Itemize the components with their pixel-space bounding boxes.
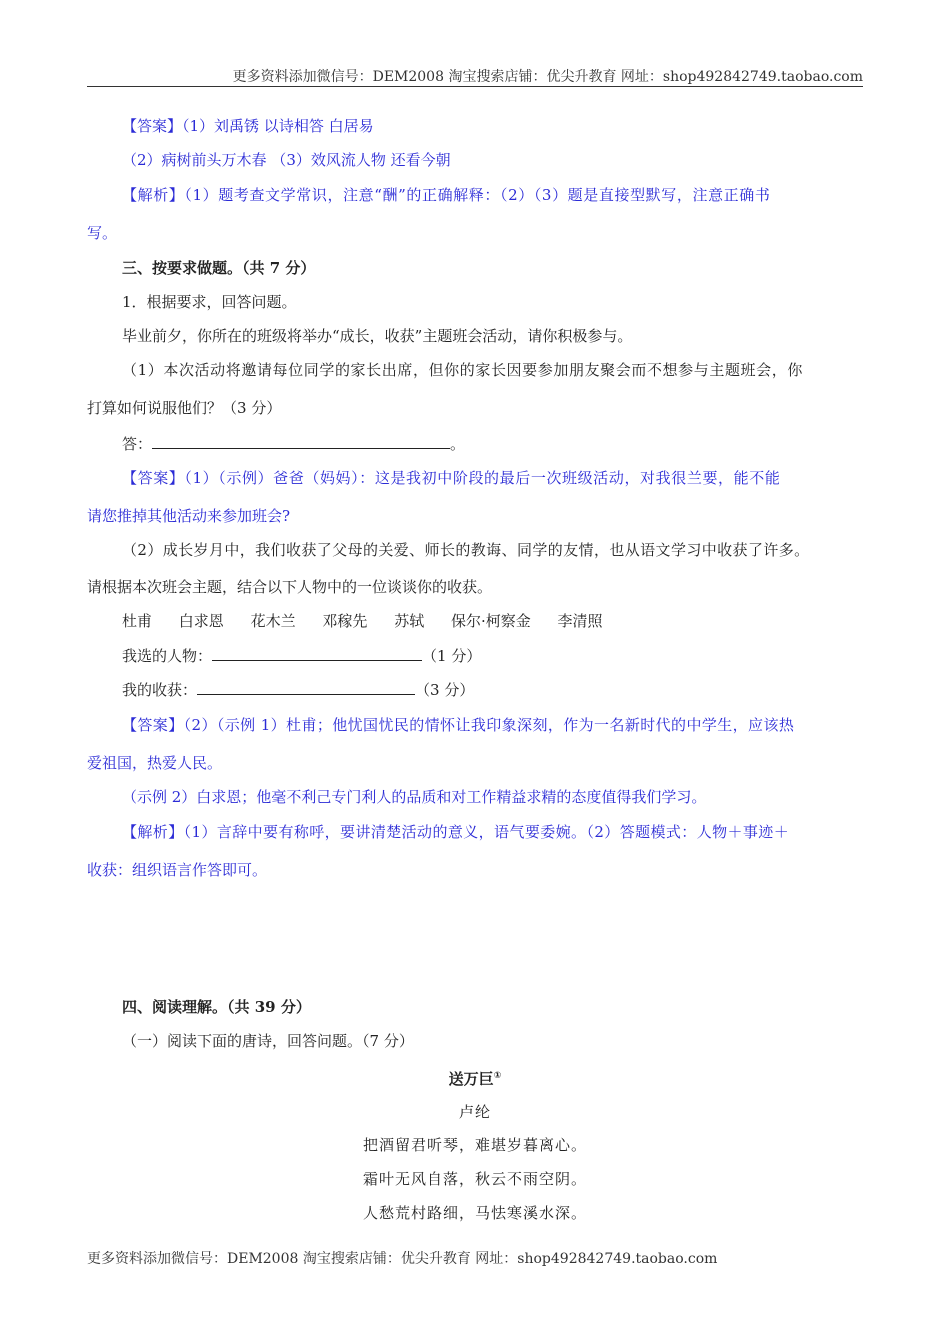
person-sushi: 苏轼 [394, 612, 425, 630]
choose-person-label: 我选的人物： [122, 647, 213, 665]
answer2-line3: （示例 2）白求恩；他毫不利己专门利人的品质和对工作精益求精的态度值得我们学习。 [122, 788, 707, 806]
choose-person-score: （1 分） [422, 647, 482, 665]
section3-p2-line2: 请根据本次班会主题，结合以下人物中的一位谈谈你的收获。 [87, 578, 493, 596]
page-footer: 更多资料添加微信号：DEM2008 淘宝搜索店铺：优尖升教育 网址：shop492842749.taobao.com [87, 1251, 718, 1267]
poem-line-1: 把酒留君听琴，难堪岁暮离心。 [362, 1136, 587, 1154]
prev-analysis-line1: 【解析】（1）题考查文学常识，注意“酬”的正确解释：（2）（3）题是直接型默写，注意正确书 [122, 186, 771, 204]
section3-p2-line1: （2）成长岁月中，我们收获了父母的关爱、师长的教诲、同学的友情，也从语文学习中收获了许多。 [122, 541, 810, 559]
person-baoer: 保尔·柯察金 [450, 612, 531, 630]
people-list [122, 611, 603, 631]
answer-blank-1[interactable] [152, 434, 450, 449]
poem-author: 卢纶 [458, 1103, 491, 1121]
poem-title [0, 1068, 950, 1089]
person-dengjiaxian: 邓稼先 [322, 612, 368, 630]
choose-person-row [122, 646, 481, 666]
answer2-line2: 爱祖国，热爱人民。 [87, 754, 223, 772]
person-huamulan: 花木兰 [250, 612, 296, 630]
prev-analysis-line2: 写。 [87, 224, 118, 242]
answer-line-1 [122, 434, 465, 454]
analysis-line1: 【解析】（1）言辞中要有称呼，要讲清楚活动的意义，语气要委婉。（2）答题模式：人物＋事迹＋ [122, 823, 790, 841]
poem-line-2: 霜叶无风自落，秋云不雨空阴。 [362, 1170, 587, 1188]
prev-answer-line2: （2）病树前头万木春 （3）效风流人物 还看今朝 [122, 151, 451, 169]
poem-title-text: 送万巨 [448, 1070, 494, 1088]
my-gain-row [122, 680, 474, 700]
section3-q1: 1．根据要求，回答问题。 [122, 293, 297, 311]
analysis-line2: 收获：组织语言作答即可。 [87, 861, 268, 879]
answer-prefix: 答： [122, 435, 153, 453]
page-header: 更多资料添加微信号：DEM2008 淘宝搜索店铺：优尖升教育 网址：shop492842749.taobao.com [232, 69, 863, 85]
poem-footnote-mark: ① [493, 1071, 502, 1081]
section4-sub1: （一）阅读下面的唐诗，回答问题。（7 分） [122, 1032, 414, 1050]
person-dufu: 杜甫 [122, 612, 153, 630]
answer2-line1: 【答案】（2）（示例 1）杜甫；他忧国忧民的情怀让我印象深刻，作为一名新时代的中学生，应该热 [122, 716, 795, 734]
person-liqingzhao: 李清照 [557, 612, 603, 630]
answer1-line1: 【答案】（1）（示例）爸爸（妈妈）：这是我初中阶段的最后一次班级活动，对我很兰要，能不能 [122, 469, 781, 487]
answer1-line2: 请您推掉其他活动来参加班会? [87, 507, 291, 525]
prev-answer-line1: 【答案】（1）刘禹锈 以诗相答 白居易 [122, 117, 374, 135]
section3-intro: 毕业前夕，你所在的班级将举办“成长，收获”主题班会活动，请你积极参与。 [122, 327, 633, 345]
my-gain-blank[interactable] [197, 680, 415, 695]
choose-person-blank[interactable] [212, 646, 422, 661]
poem-line-3: 人愁荒村路细，马怯寒溪水深。 [362, 1204, 587, 1222]
section3-p1-line1: （1）本次活动将邀请每位同学的家长出席，但你的家长因要参加朋友聚会而不想参与主题班会，你 [122, 361, 803, 379]
answer-suffix: 。 [450, 435, 466, 453]
person-baiqiuen: 白求恩 [178, 612, 224, 630]
section3-p1-line2: 打算如何说服他们？（3 分） [87, 399, 282, 417]
my-gain-label: 我的收获： [122, 681, 198, 699]
header-rule [87, 86, 863, 87]
section4-title: 四、阅读理解。（共 39 分） [122, 998, 311, 1016]
my-gain-score: （3 分） [415, 681, 475, 699]
section3-title: 三、按要求做题。（共 7 分） [122, 259, 316, 277]
